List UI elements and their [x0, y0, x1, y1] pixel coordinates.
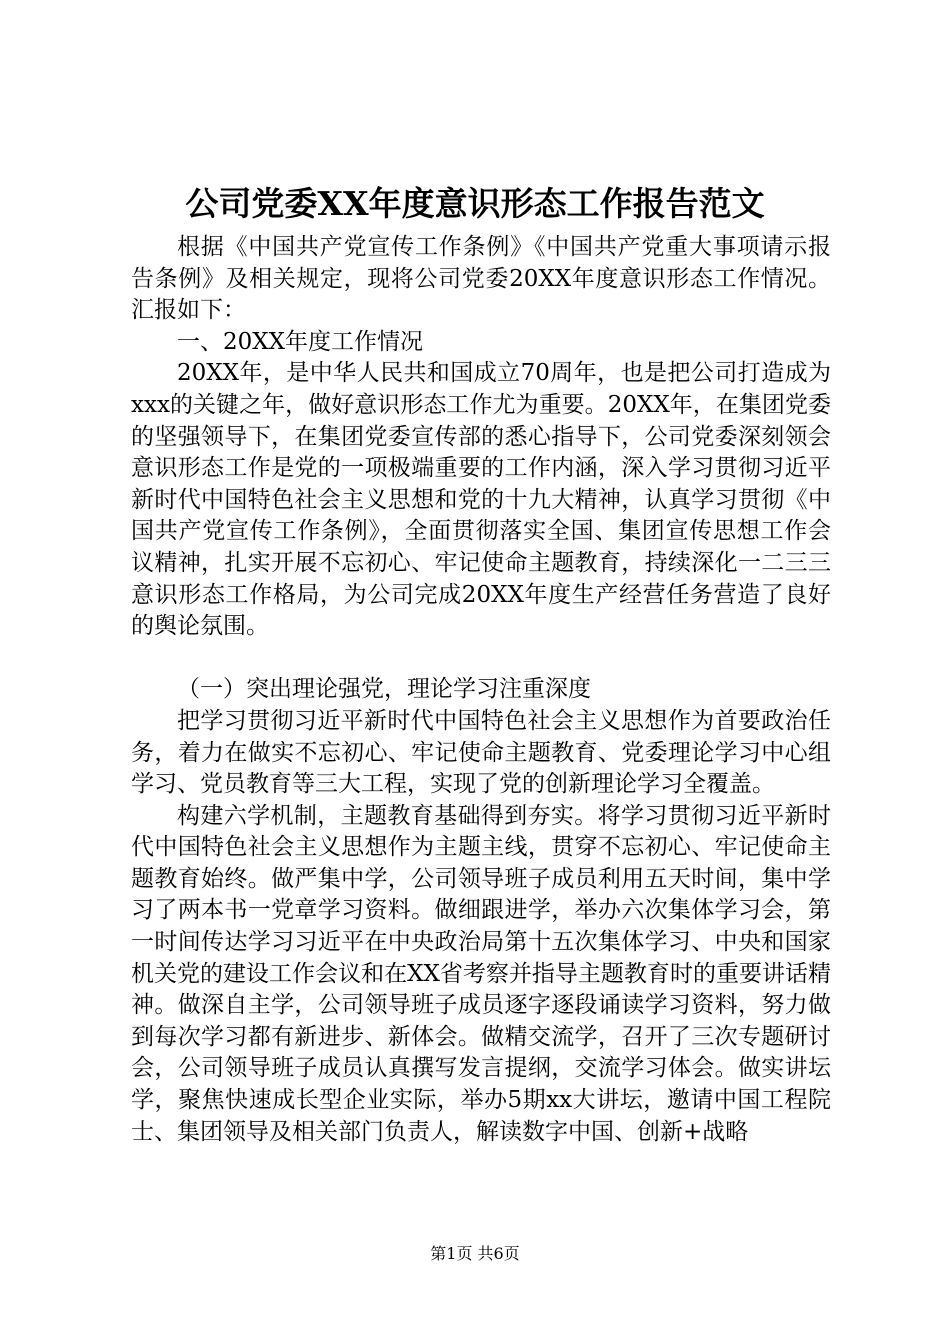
paragraph-overview: 20XX年，是中华人民共和国成立70周年，也是把公司打造成为xxx的关键之年，做好意识形态工作尤为重要。20XX年，在集团党委的坚强领导下，在集团党委宣传部的悉心指导下，公司党委深刻领会意识形态工作是党的一项极端重要的工作内涵，深入学习贯彻习近平新时代中国特色社会主义思想和党的十九大精神，认真学习贯彻《中国共产党宣传工作条例》，全面贯彻落实全国、集团宣传思想工作会议精神，扎实开展不忘初心、牢记使命主题教育，持续深化一二三三意识形态工作格局，为公司完成20XX年度生产经营任务营造了良好的舆论氛围。 [131, 360, 831, 640]
subsection-heading-1: （一）突出理论强党，理论学习注重深度 [177, 676, 591, 703]
page-footer: 第1页 共6页 [430, 1244, 520, 1263]
paragraph-six-learning-mechanism: 构建六学机制，主题教育基础得到夯实。将学习贯彻习近平新时代中国特色社会主义思想作为主题主线，贯穿不忘初心、牢记使命主题教育始终。做严集中学，公司领导班子成员利用五天时间，集中学习了两本书一党章学习资料。做细跟进学，举办六次集体学习会，第一时间传达学习习近平在中央政治局第十五次集体学习、中央和国家机关党的建设工作会议和在XX省考察并指导主题教育时的重要讲话精神。做深自主学，公司领导班子成员逐字逐段诵读学习资料，努力做到每次学习都有新进步、新体会。做精交流学，召开了三次专题研讨会，公司领导班子成员认真撰写发言提纲，交流学习体会。做实讲坛学，聚焦快速成长型企业实际，举办5期xx大讲坛，邀请中国工程院士、集团领导及相关部门负责人，解读数字中国、创新+战略 [131, 802, 831, 1145]
document-title: 公司党委XX年度意识形态工作报告范文 [185, 184, 765, 223]
section-heading-1: 一、20XX年度工作情况 [177, 328, 424, 355]
paragraph-theory-study: 把学习贯彻习近平新时代中国特色社会主义思想作为首要政治任务，着力在做实不忘初心、牢记使命主题教育、党委理论学习中心组学习、党员教育等三大工程，实现了党的创新理论学习全覆盖。 [131, 707, 831, 798]
paragraph-intro: 根据《中国共产党宣传工作条例》《中国共产党重大事项请示报告条例》及相关规定，现将公司党委20XX年度意识形态工作情况。汇报如下： [131, 234, 831, 324]
document-body [131, 232, 831, 1148]
